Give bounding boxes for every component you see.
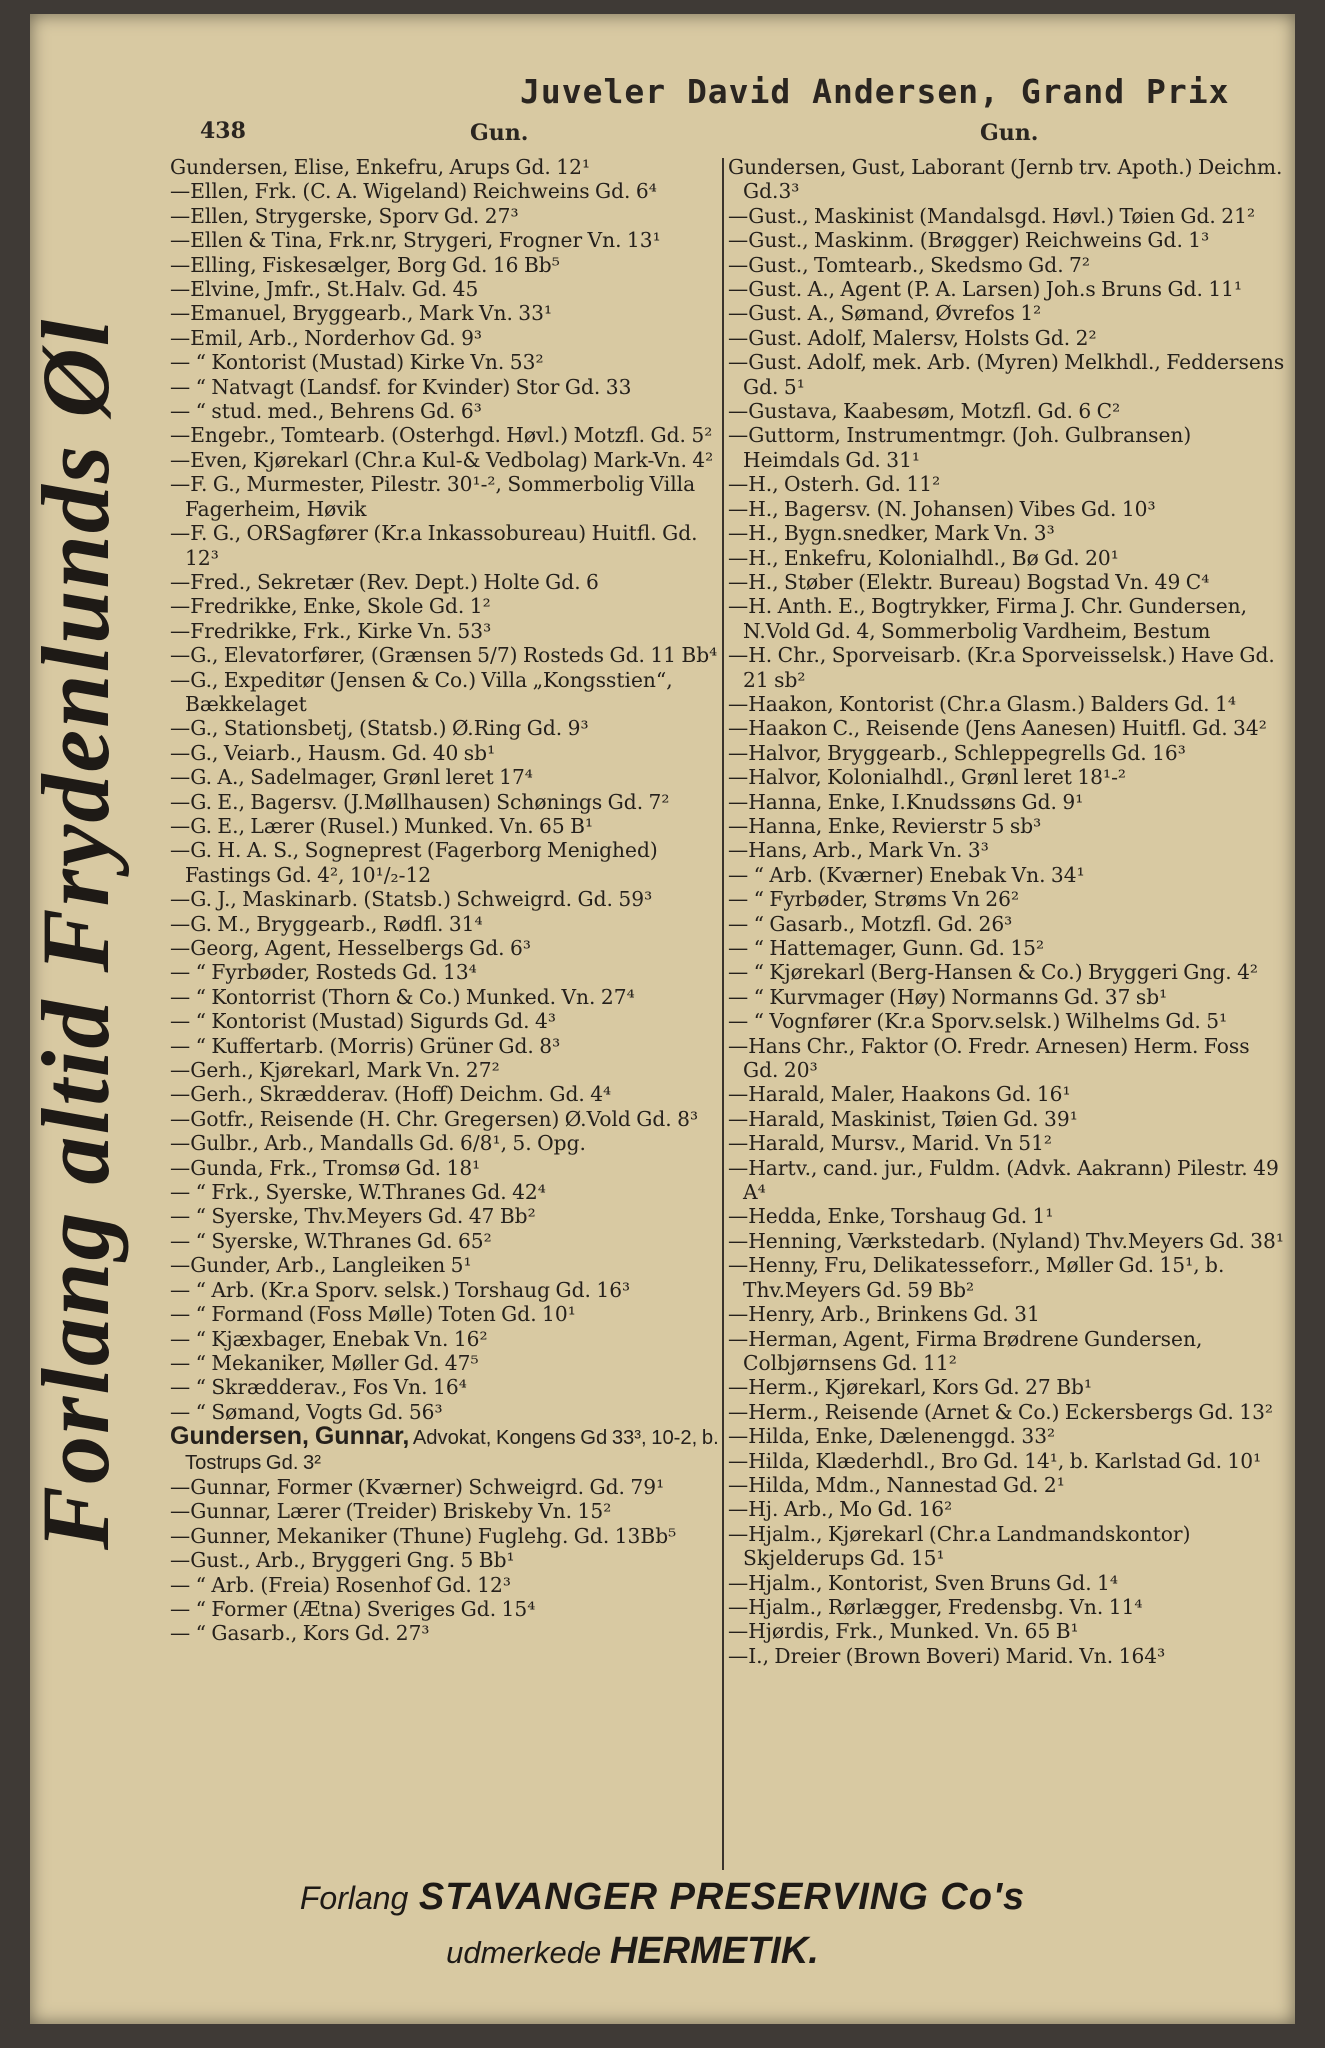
directory-entry: —H. Chr., Sporveisarb. (Kr.a Sporveisselsk.) Have Gd. 21 sb² bbox=[728, 643, 1275, 692]
directory-entry: —F. G., ORSagfører (Kr.a Inkassobureau) Huitfl. Gd. 12³ bbox=[170, 521, 698, 570]
directory-entry: —Hanna, Enke, I.Knudssøns Gd. 9¹ bbox=[728, 789, 1084, 814]
guide-word-right: Gun. bbox=[980, 120, 1039, 146]
directory-entry: —Gerh., Skrædderav. (Hoff) Deichm. Gd. 4⁴ bbox=[170, 1082, 612, 1107]
directory-entry: —Gust., Arb., Bryggeri Gng. 5 Bb¹ bbox=[170, 1548, 515, 1573]
directory-entry: —Even, Kjørekarl (Chr.a Kul-& Vedbolag) Mark-Vn. 4² bbox=[170, 447, 714, 472]
directory-entry: —Gunder, Arb., Langleiken 5¹ bbox=[170, 1253, 472, 1278]
featured-details: Advokat, Kongens Gd 33³, 10-2, b. Tostrups Gd. 3² bbox=[185, 1427, 719, 1474]
directory-entry: — “ Arb. (Kr.a Sporv. selsk.) Torshaug Gd. 16³ bbox=[170, 1277, 631, 1302]
featured-surname: Gundersen, Gunnar, bbox=[170, 1422, 410, 1451]
directory-entry: —I., Dreier (Brown Boveri) Marid. Vn. 164³ bbox=[728, 1643, 1166, 1668]
directory-entry: —Fredrikke, Enke, Skole Gd. 1² bbox=[170, 594, 491, 619]
directory-entry: —H., Osterh. Gd. 11² bbox=[728, 472, 941, 497]
directory-entry: —Gust., Maskinist (Mandalsgd. Høvl.) Tøien Gd. 21² bbox=[728, 203, 1256, 228]
directory-entry: —Elling, Fiskesælger, Borg Gd. 16 Bb⁵ bbox=[170, 252, 560, 277]
side-advertisement: Forlang altid Frydenlunds Øl bbox=[22, 317, 129, 1550]
directory-entry: —Gust. Adolf, mek. Arb. (Myren) Melkhdl., Feddersens Gd. 5¹ bbox=[728, 350, 1285, 399]
directory-entry: —Gust., Tomtearb., Skedsmo Gd. 7² bbox=[728, 252, 1090, 277]
directory-entry: —Harald, Mursv., Marid. Vn 51² bbox=[728, 1131, 1053, 1156]
directory-entry: — “ Kontorrist (Thorn & Co.) Munked. Vn. 27⁴ bbox=[170, 984, 635, 1009]
directory-entry: —F. G., Murmester, Pilestr. 30¹-², Sommerbolig Villa Fagerheim, Høvik bbox=[170, 472, 696, 521]
directory-entry: —Guttorm, Instrumentmgr. (Joh. Gulbransen) Heimdals Gd. 31¹ bbox=[728, 423, 1192, 472]
directory-entry: —H., Bagersv. (N. Johansen) Vibes Gd. 10³ bbox=[728, 496, 1156, 521]
directory-entry: —Emil, Arb., Norderhov Gd. 9³ bbox=[170, 325, 483, 350]
directory-entry: —G., Stationsbetj, (Statsb.) Ø.Ring Gd. 9³ bbox=[170, 716, 589, 741]
directory-entry: — “ Fyrbøder, Rosteds Gd. 13⁴ bbox=[170, 960, 477, 985]
directory-entry: —Hjalm., Rørlægger, Fredensbg. Vn. 11⁴ bbox=[728, 1594, 1143, 1619]
directory-entry: —Hans Chr., Faktor (O. Fredr. Arnesen) Herm. Foss Gd. 20³ bbox=[728, 1033, 1250, 1083]
directory-entry: — “ Syerske, W.Thranes Gd. 65² bbox=[170, 1228, 492, 1253]
bottom-advertisement-line2 bbox=[0, 1930, 1295, 1973]
directory-entry: —Harald, Maskinist, Tøien Gd. 39¹ bbox=[728, 1106, 1078, 1131]
directory-entry: —Gerh., Kjørekarl, Mark Vn. 27² bbox=[170, 1058, 500, 1083]
directory-entry: —G., Elevatorfører, (Grænsen 5/7) Rosteds Gd. 11 Bb⁴ bbox=[170, 643, 718, 668]
directory-entry: —Halvor, Kolonialhdl., Grønl leret 18¹-² bbox=[728, 765, 1127, 790]
directory-entry: — “ Kjørekarl (Berg-Hansen & Co.) Bryggeri Gng. 4² bbox=[728, 960, 1259, 985]
directory-entry: —Hjalm., Kjørekarl (Chr.a Landmandskontor) Skjelderups Gd. 15¹ bbox=[728, 1521, 1191, 1571]
directory-entry: — “ Skrædderav., Fos Vn. 16⁴ bbox=[170, 1375, 467, 1400]
directory-entry: —Ellen & Tina, Frk.nr, Strygeri, Frogner Vn. 13¹ bbox=[170, 228, 661, 253]
directory-entry: —G. M., Bryggearb., Rødfl. 31⁴ bbox=[170, 911, 483, 936]
directory-entry: —Gunnar, Former (Kværner) Schweigrd. Gd. 79¹ bbox=[170, 1474, 665, 1499]
directory-entry: — “ Kontorist (Mustad) Sigurds Gd. 4³ bbox=[170, 1009, 556, 1034]
directory-entry: —H., Støber (Elektr. Bureau) Bogstad Vn. 49 C⁴ bbox=[728, 569, 1210, 594]
directory-entry: —Hedda, Enke, Torshaug Gd. 1¹ bbox=[728, 1204, 1054, 1229]
directory-entry: —Henry, Arb., Brinkens Gd. 31 bbox=[728, 1302, 1040, 1327]
directory-entry: Gundersen, Elise, Enkefru, Arups Gd. 12¹ bbox=[170, 155, 591, 179]
page-number: 438 bbox=[200, 118, 246, 144]
directory-entry: — “ Kurvmager (Høy) Normanns Gd. 37 sb¹ bbox=[728, 984, 1168, 1009]
directory-entry: —Gotfr., Reisende (H. Chr. Gregersen) Ø.Vold Gd. 8³ bbox=[170, 1106, 699, 1131]
directory-entry: —Gustava, Kaabesøm, Motzfl. Gd. 6 C² bbox=[728, 399, 1121, 424]
directory-entry: — “ Natvagt (Landsf. for Kvinder) Stor Gd. 33 bbox=[170, 374, 632, 399]
directory-entry: —Hjalm., Kontorist, Sven Bruns Gd. 1⁴ bbox=[728, 1570, 1118, 1595]
directory-entry: —G. H. A. S., Sogneprest (Fagerborg Menighed) Fastings Gd. 4², 10¹/₂-12 bbox=[170, 838, 658, 887]
directory-entry: — “ stud. med., Behrens Gd. 6³ bbox=[170, 399, 482, 424]
directory-entry: —Hilda, Enke, Dælenenggd. 33² bbox=[728, 1424, 1056, 1449]
directory-entry: — “ Former (Ætna) Sveriges Gd. 15⁴ bbox=[170, 1596, 536, 1621]
right-column bbox=[728, 155, 1288, 1668]
guide-word-left: Gun. bbox=[470, 120, 529, 146]
directory-entry: —Hanna, Enke, Revierstr 5 sb³ bbox=[728, 813, 1042, 838]
directory-entry: —Gunnar, Lærer (Treider) Briskeby Vn. 15² bbox=[170, 1499, 612, 1524]
directory-entry: —Emanuel, Bryggearb., Mark Vn. 33¹ bbox=[170, 301, 553, 326]
directory-entry: —Gust. A., Agent (P. A. Larsen) Joh.s Bruns Gd. 11¹ bbox=[728, 277, 1243, 302]
directory-entry: — “ Mekaniker, Møller Gd. 47⁵ bbox=[170, 1350, 479, 1375]
directory-entry: —Hj. Arb., Mo Gd. 16² bbox=[728, 1497, 953, 1522]
directory-entry: —Henning, Værkstedarb. (Nyland) Thv.Meyers Gd. 38¹ bbox=[728, 1228, 1284, 1253]
directory-entry: — “ Formand (Foss Mølle) Toten Gd. 10¹ bbox=[170, 1302, 576, 1327]
directory-entry: —Hartv., cand. jur., Fuldm. (Advk. Aakrann) Pilestr. 49 A⁴ bbox=[728, 1155, 1279, 1205]
directory-entry: —Henny, Fru, Delikatesseforr., Møller Gd. 15¹, b. Thv.Meyers Gd. 59 Bb² bbox=[728, 1253, 1225, 1302]
directory-entry: —G. E., Bagersv. (J.Møllhausen) Schønings Gd. 7² bbox=[170, 789, 670, 814]
directory-entry: —Gunner, Mekaniker (Thune) Fuglehg. Gd. 13Bb⁵ bbox=[170, 1523, 677, 1548]
directory-entry: — “ Kontorist (Mustad) Kirke Vn. 53² bbox=[170, 350, 544, 375]
directory-entry: — “ Arb. (Kværner) Enebak Vn. 34¹ bbox=[728, 862, 1085, 887]
directory-entry: — “ Fyrbøder, Strøms Vn 26² bbox=[728, 887, 1020, 912]
directory-entry: —Gust., Maskinm. (Brøgger) Reichweins Gd. 1³ bbox=[728, 228, 1210, 253]
directory-entry: —G. J., Maskinarb. (Statsb.) Schweigrd. Gd. 59³ bbox=[170, 887, 653, 912]
directory-entry: —Hjørdis, Frk., Munked. Vn. 65 B¹ bbox=[728, 1619, 1079, 1644]
directory-entry: Gundersen, Gust, Laborant (Jernb trv. Apoth.) Deichm. Gd.3³ bbox=[728, 155, 1283, 204]
directory-entry: —Halvor, Bryggearb., Schleppegrells Gd. 16³ bbox=[728, 740, 1186, 765]
directory-entry: —Herman, Agent, Firma Brødrene Gundersen, Colbjørnsens Gd. 11² bbox=[728, 1326, 1203, 1375]
directory-entry: —Gust. A., Sømand, Øvrefos 1² bbox=[728, 301, 1042, 326]
directory-entry: — “ Gasarb., Motzfl. Gd. 26³ bbox=[728, 911, 1013, 936]
directory-entry: —Herm., Reisende (Arnet & Co.) Eckersbergs Gd. 13² bbox=[728, 1399, 1274, 1424]
directory-entry: —H. Anth. E., Bogtrykker, Firma J. Chr. Gundersen, N.Vold Gd. 4, Sommerbolig Vardheim, Bestum bbox=[728, 594, 1248, 643]
directory-entry-featured bbox=[170, 1424, 726, 1475]
left-column bbox=[170, 155, 726, 1646]
directory-entry: —H., Bygn.snedker, Mark Vn. 3³ bbox=[728, 521, 1055, 546]
directory-entry: — “ Vognfører (Kr.a Sporv.selsk.) Wilhelms Gd. 5¹ bbox=[728, 1009, 1228, 1034]
directory-entry: — “ Sømand, Vogts Gd. 56³ bbox=[170, 1399, 443, 1424]
directory-entry: —G., Expeditør (Jensen & Co.) Villa „Kongsstien“, Bækkelaget bbox=[170, 667, 673, 716]
bottom-ad-product: HERMETIK. bbox=[609, 1930, 819, 1972]
directory-entry: — “ Hattemager, Gunn. Gd. 15² bbox=[728, 936, 1045, 960]
directory-entry: —Herm., Kjørekarl, Kors Gd. 27 Bb¹ bbox=[728, 1375, 1093, 1400]
directory-entry: — “ Gasarb., Kors Gd. 27³ bbox=[170, 1621, 430, 1646]
directory-entry: —Haakon C., Reisende (Jens Aanesen) Huitfl. Gd. 34² bbox=[728, 716, 1267, 741]
directory-entry: —Ellen, Strygerske, Sporv Gd. 27³ bbox=[170, 203, 519, 228]
directory-entry: —G. E., Lærer (Rusel.) Munked. Vn. 65 B¹ bbox=[170, 813, 594, 838]
directory-entry: — “ Kuffertarb. (Morris) Grüner Gd. 8³ bbox=[170, 1033, 561, 1058]
directory-entry: —Hans, Arb., Mark Vn. 3³ bbox=[728, 838, 989, 863]
directory-entry: —Fredrikke, Frk., Kirke Vn. 53³ bbox=[170, 618, 492, 643]
directory-entry: —Engebr., Tomtearb. (Osterhgd. Høvl.) Motzfl. Gd. 5² bbox=[170, 423, 713, 448]
directory-entry: — “ Arb. (Freia) Rosenhof Gd. 12³ bbox=[170, 1572, 511, 1597]
directory-entry: —H., Enkefru, Kolonialhdl., Bø Gd. 20¹ bbox=[728, 545, 1119, 570]
directory-entry: —Haakon, Kontorist (Chr.a Glasm.) Balders Gd. 1⁴ bbox=[728, 691, 1236, 716]
directory-entry: —G. A., Sadelmager, Grønl leret 17⁴ bbox=[170, 765, 533, 790]
directory-entry: — “ Kjæxbager, Enebak Vn. 16² bbox=[170, 1326, 488, 1351]
directory-entry: — “ Frk., Syerske, W.Thranes Gd. 42⁴ bbox=[170, 1180, 546, 1205]
directory-entry: —Harald, Maler, Haakons Gd. 16¹ bbox=[728, 1082, 1071, 1107]
directory-entry: —Hilda, Mdm., Nannestad Gd. 2¹ bbox=[728, 1472, 1065, 1497]
directory-entry: —Gunda, Frk., Tromsø Gd. 18¹ bbox=[170, 1155, 481, 1180]
running-head-ad: Juveler David Andersen, Grand Prix bbox=[520, 72, 1230, 111]
bottom-ad-brand: STAVANGER PRESERVING Co's bbox=[418, 1876, 1026, 1918]
directory-entry: —Ellen, Frk. (C. A. Wigeland) Reichweins Gd. 6⁴ bbox=[170, 179, 657, 204]
bottom-advertisement-line1 bbox=[0, 1876, 1325, 1919]
directory-entry: —Gulbr., Arb., Mandalls Gd. 6/8¹, 5. Opg. bbox=[170, 1131, 586, 1156]
directory-entry: —Hilda, Klæderhdl., Bro Gd. 14¹, b. Karlstad Gd. 10¹ bbox=[728, 1448, 1262, 1473]
bottom-ad-adjective: udmerkede bbox=[446, 1935, 602, 1970]
directory-entry: — “ Syerske, Thv.Meyers Gd. 47 Bb² bbox=[170, 1204, 536, 1229]
directory-entry: —Fred., Sekretær (Rev. Dept.) Holte Gd. 6 bbox=[170, 569, 599, 594]
directory-entry: —G., Veiarb., Hausm. Gd. 40 sb¹ bbox=[170, 740, 496, 765]
directory-entry: —Gust. Adolf, Malersv, Holsts Gd. 2² bbox=[728, 325, 1097, 350]
bottom-ad-prefix: Forlang bbox=[299, 1880, 409, 1916]
directory-entry: —Georg, Agent, Hesselbergs Gd. 6³ bbox=[170, 936, 531, 960]
directory-entry: —Elvine, Jmfr., St.Halv. Gd. 45 bbox=[170, 277, 479, 302]
